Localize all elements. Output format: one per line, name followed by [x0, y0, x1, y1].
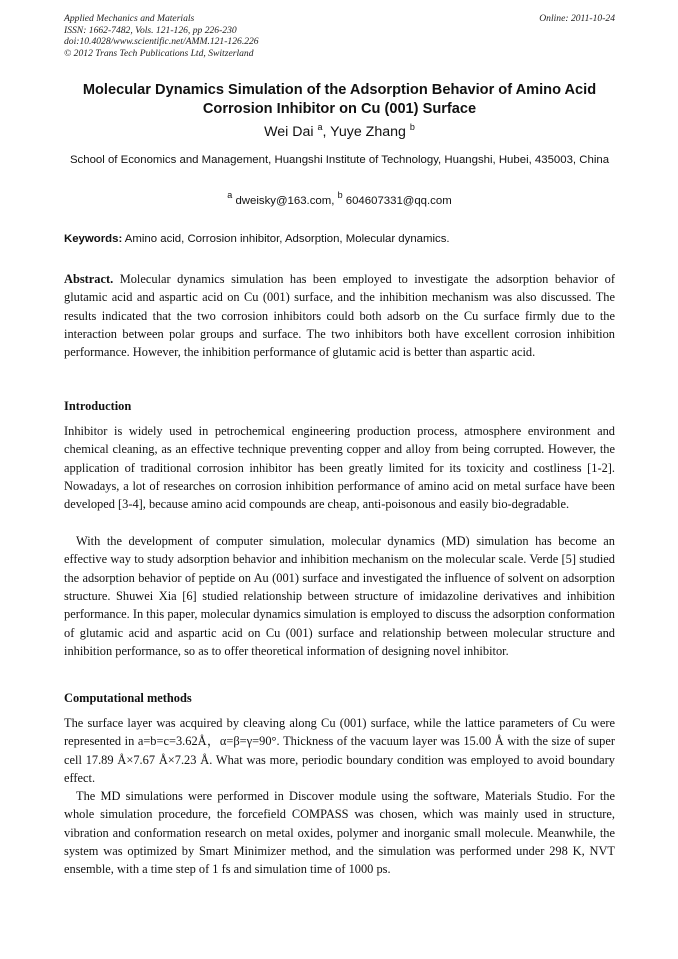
introduction-paragraph: With the development of computer simulation, molecular dynamics (MD) simulation has become an effective way to study adsorption behavior and inhibition mechanism on the molecular scale. Verde [5] studied the adsorption behavior of peptide on Au (001) surface and investigated the influence of solvent on adsorption structure. Shuwei Xia [6] studied relationship between structure of imidazoline derivatives and inhibition performance. In this paper, molecular dynamics simulation is employed to discuss the adsorption conformation of glutamic acid and aspartic acid on Cu (001) surface and relationship between molecular structure and inhibition performance, so as to offer theoretical information of designing novel inhibitor. — [64, 534, 615, 659]
online-date: Online: 2011-10-24 — [539, 13, 615, 24]
paper-title: Molecular Dynamics Simulation of the Adsorption Behavior of Amino Acid Corrosion Inhibitor on Cu (001) Surface — [82, 82, 597, 117]
author-name: Yuye Zhang — [330, 124, 406, 140]
journal-name: Applied Mechanics and Materials — [64, 13, 195, 24]
abstract-text: Molecular dynamics simulation has been employed to investigate the adsorption behavior of glutamic acid and aspartic acid on Cu (001) surface, and the inhibition mechanism was also discussed. The results indicated that the two corrosion inhibitors could both adsorb on the Cu surface firmly due to the interaction between polar groups and surface. The two inhibitors both have excellent corrosion inhibition performance. However, the inhibition performance of glutamic acid is better than aspartic acid. — [64, 272, 615, 360]
author-superscript: a — [317, 122, 323, 132]
methods-paragraph: The surface layer was acquired by cleaving along Cu (001) surface, while the lattice parameters of Cu were represented in a=b=c=3.62Å，α=β=γ=90°. Thickness of the vacuum layer was 15.00 Å with the size of super cell 17.89 Å×7.67 Å×7.23 Å. What was more, periodic boundary condition was employed to avoid boundary effect. — [64, 716, 615, 786]
email-address[interactable]: 604607331@qq.com — [345, 195, 452, 207]
issn-line: ISSN: 1662-7482, Vols. 121-126, pp 226-230 — [64, 24, 237, 36]
author-superscript: b — [409, 122, 415, 132]
abstract — [64, 270, 615, 362]
author-line — [64, 123, 615, 141]
section-heading-methods: Computational methods — [64, 691, 192, 705]
keywords-label: Keywords: — [64, 233, 123, 245]
journal-header — [64, 13, 615, 59]
author-separator: , — [322, 124, 331, 140]
section-heading-introduction: Introduction — [64, 399, 132, 413]
doi-line: doi:10.4028/www.scientific.net/AMM.121-126.226 — [64, 36, 259, 48]
affiliation: School of Economics and Management, Huangshi Institute of Technology, Huangshi, Hubei, 435003, China — [69, 154, 610, 166]
email-superscript: a — [227, 190, 233, 200]
email-address[interactable]: dweisky@163.com, — [235, 195, 335, 207]
author-name: Wei Dai — [264, 124, 314, 140]
keywords — [64, 232, 615, 246]
copyright-line: © 2012 Trans Tech Publications Ltd, Switzerland — [64, 47, 254, 59]
introduction-paragraph: Inhibitor is widely used in petrochemical engineering production process, atmosphere environment and chemical cleaning, as an effective technique preventing copper and alloy from being corrupted. However, the application of traditional corrosion inhibitor has been greatly limited for its toxicity and costliness [1-2]. Nowadays, a lot of researches on corrosion inhibition performance of amino acid on metal surface have been developed [3-4], because amino acid compounds are cheap, anti-poisonous and easily bio-degradable. — [64, 424, 615, 512]
methods-paragraph: The MD simulations were performed in Discover module using the software, Materials Studio. For the whole simulation procedure, the forcefield COMPASS was chosen, which was mainly used in structure, vibration and conformation research on metal oxides, polymer and inorganic small molecule. Meanwhile, the system was optimized by Smart Minimizer method, and the simulation was performed under 298 K, NVT ensemble, with a time step of 1 fs and simulation time of 1000 ps. — [64, 789, 615, 877]
email-line — [64, 190, 615, 208]
abstract-label: Abstract. — [64, 272, 114, 286]
email-superscript: b — [337, 190, 343, 200]
keywords-text: Amino acid, Corrosion inhibitor, Adsorption, Molecular dynamics. — [124, 233, 450, 245]
